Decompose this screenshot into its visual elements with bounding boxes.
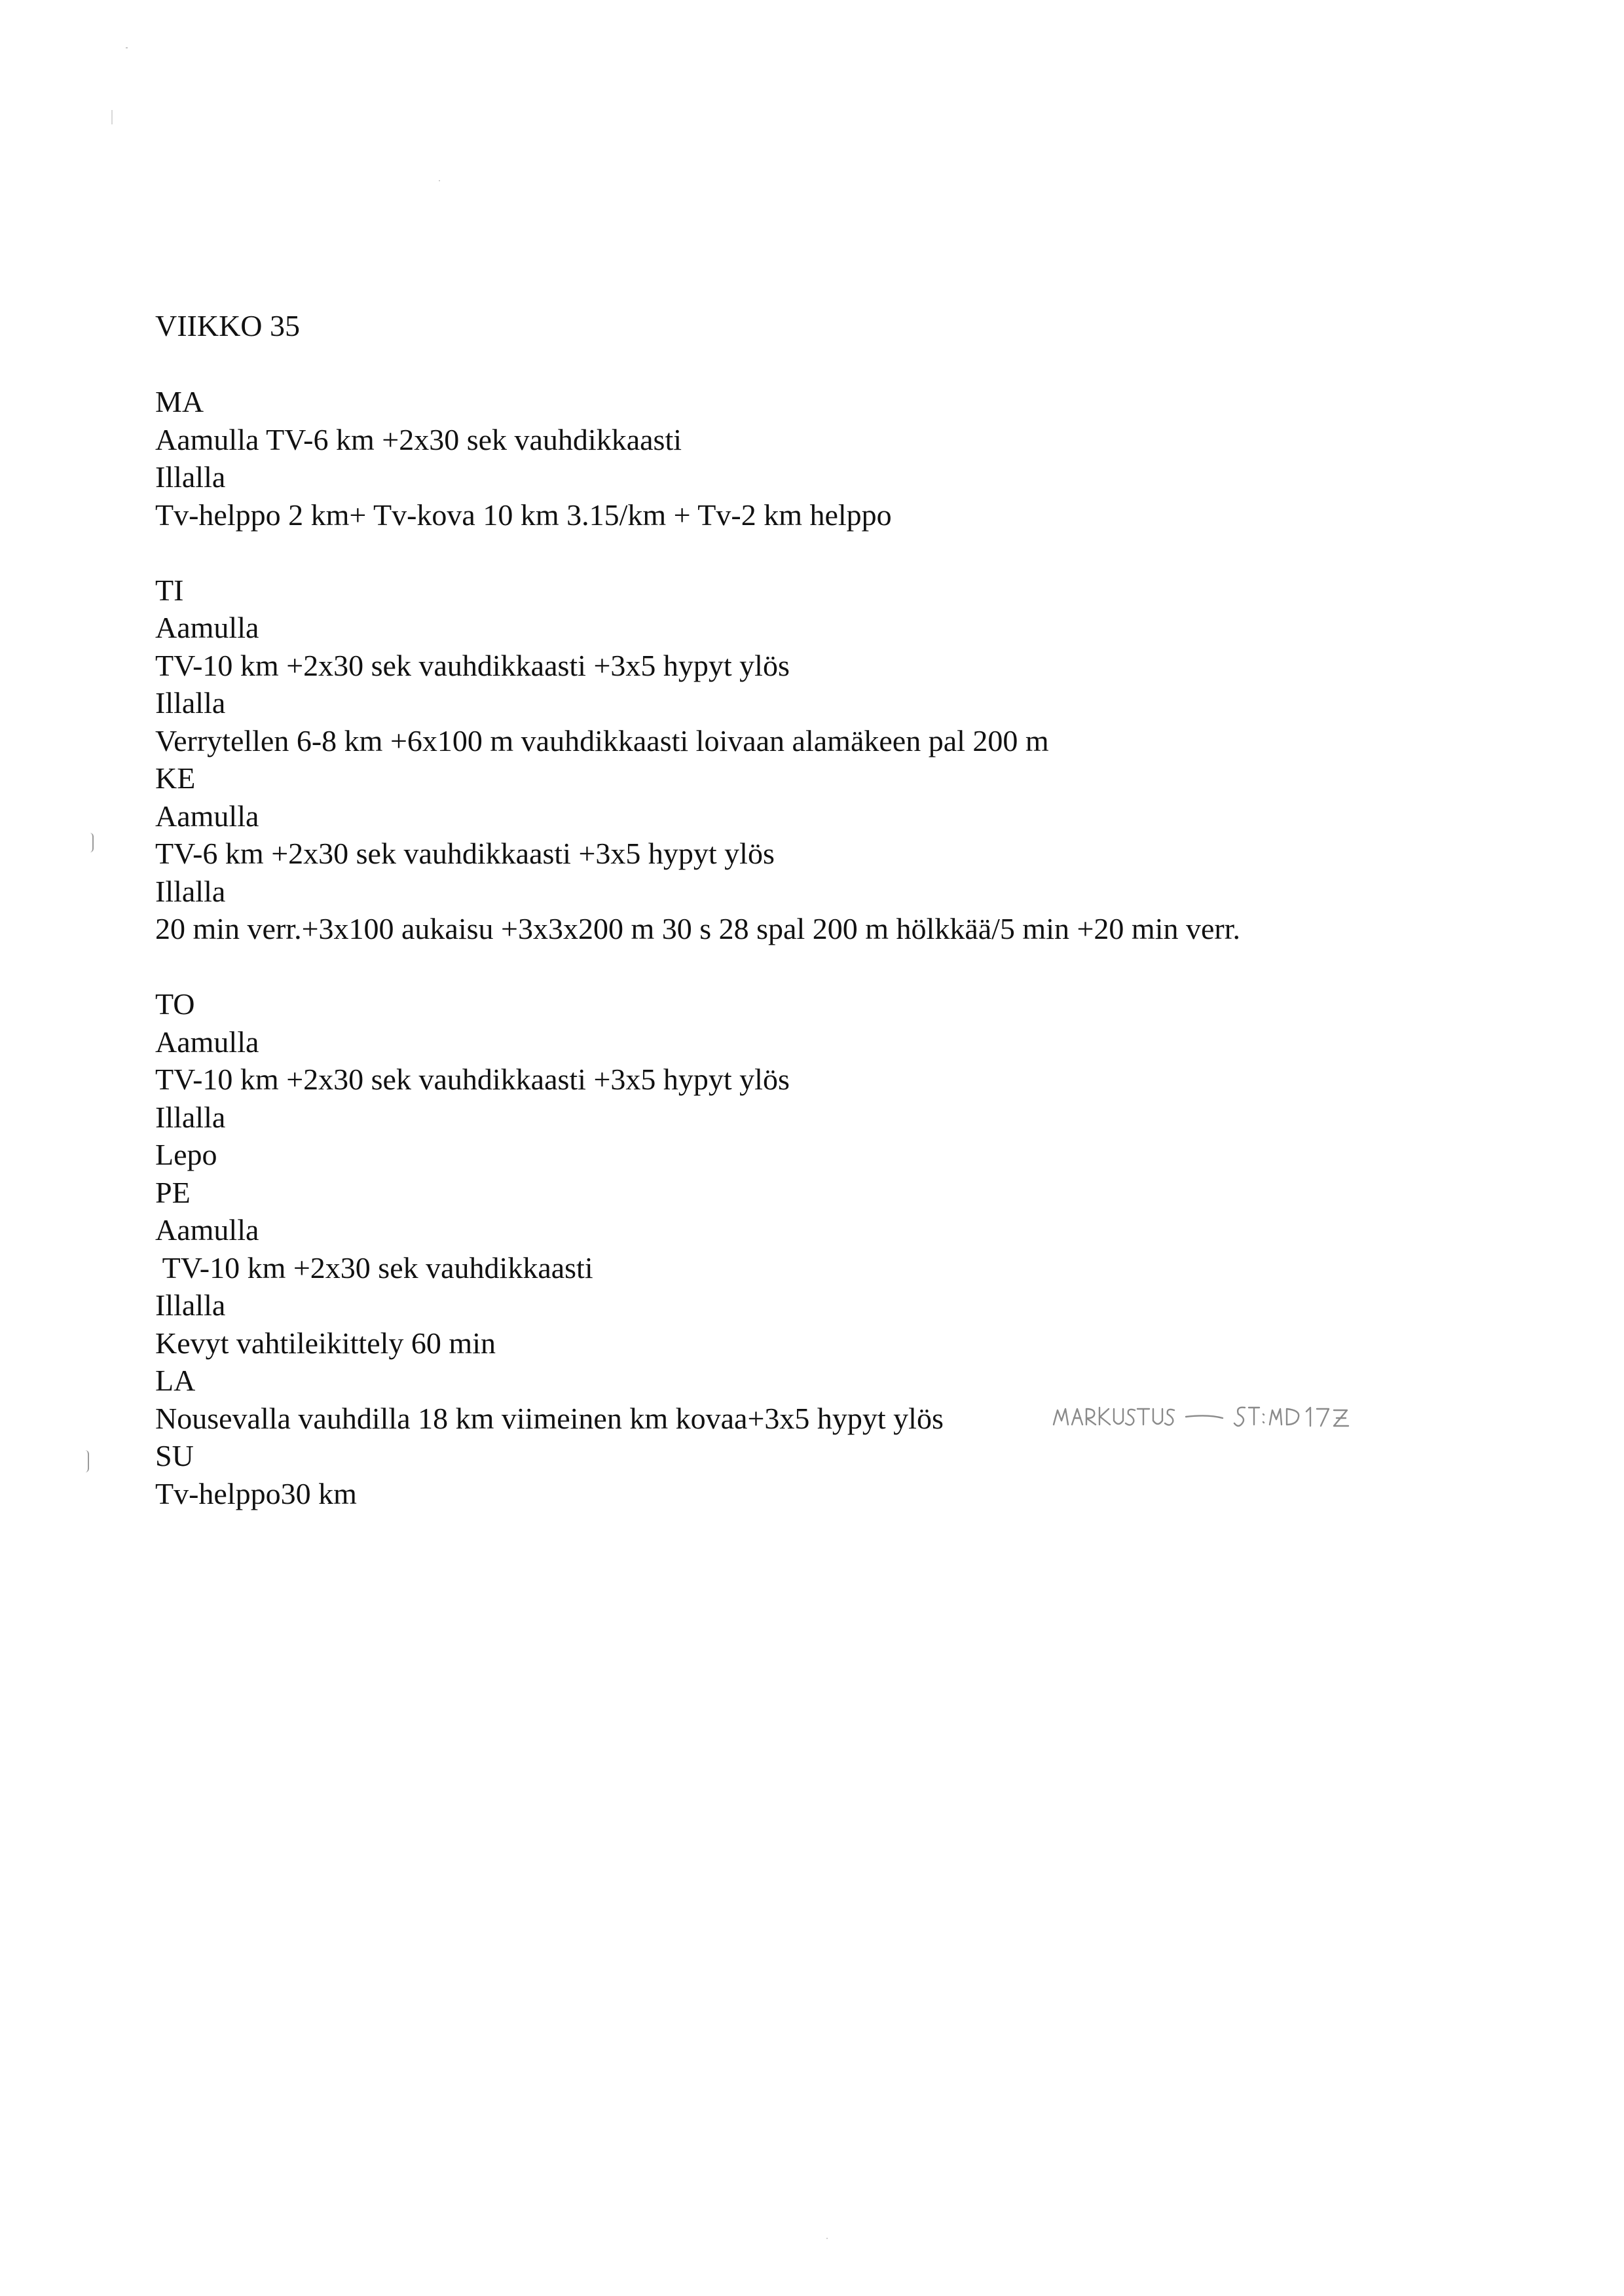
- schedule-line: Nousevalla vauhdilla 18 km viimeinen km kovaa+3x5 hypyt ylös: [155, 1401, 944, 1435]
- document-title: VIIKKO 35: [155, 309, 301, 342]
- day-heading: LA: [155, 1364, 196, 1397]
- scan-speck: [126, 47, 128, 48]
- day-heading: TO: [155, 987, 195, 1021]
- day-block-ma: [155, 383, 1530, 572]
- schedule-line: Illalla: [155, 1100, 226, 1134]
- schedule-line: Illalla: [155, 460, 226, 494]
- scan-speck: [439, 180, 440, 181]
- day-heading: PE: [155, 1175, 191, 1209]
- handwritten-annotation: [1051, 1388, 1418, 1434]
- schedule-line: TV-10 km +2x30 sek vauhdikkaasti +3x5 hypyt ylös: [155, 648, 790, 682]
- training-schedule: [155, 383, 1530, 1512]
- day-block-ti: [155, 572, 1530, 760]
- schedule-line: TV-10 km +2x30 sek vauhdikkaasti +3x5 hypyt ylös: [155, 1063, 790, 1096]
- schedule-line: TV-6 km +2x30 sek vauhdikkaasti +3x5 hypyt ylös: [155, 837, 775, 870]
- schedule-line: Tv-helppo30 km: [155, 1476, 357, 1510]
- schedule-line: TV-10 km +2x30 sek vauhdikkaasti: [155, 1250, 593, 1285]
- day-block-su: [155, 1437, 1530, 1512]
- day-heading: SU: [155, 1439, 194, 1472]
- scan-mark-left-2: [85, 1450, 89, 1472]
- schedule-line: Aamulla: [155, 1025, 259, 1059]
- day-heading: TI: [155, 573, 184, 607]
- scan-mark-left-1: [90, 833, 94, 852]
- schedule-line: Illalla: [155, 874, 226, 908]
- schedule-line: Aamulla: [155, 611, 259, 644]
- day-heading: MA: [155, 385, 204, 418]
- schedule-line: Aamulla: [155, 799, 259, 833]
- day-heading: KE: [155, 761, 196, 795]
- blank-line: [155, 948, 1530, 986]
- schedule-line: Tv-helppo 2 km+ Tv-kova 10 km 3.15/km + Tv-2 km helppo: [155, 498, 892, 532]
- schedule-line: Lepo: [155, 1138, 217, 1171]
- schedule-line: Kevyt vahtileikittely 60 min: [155, 1326, 496, 1360]
- day-block-to: [155, 985, 1530, 1174]
- schedule-line: Aamulla: [155, 1213, 259, 1247]
- schedule-line: 20 min verr.+3x100 aukaisu +3x3x200 m 30 s 28 spal 200 m hölkkää/5 min +20 min verr.: [155, 912, 1241, 945]
- scan-speck: [111, 110, 113, 124]
- schedule-line: Verrytellen 6-8 km +6x100 m vauhdikkaasti loivaan alamäkeen pal 200 m: [155, 723, 1049, 757]
- schedule-line: Illalla: [155, 1288, 226, 1322]
- day-block-ke: [155, 759, 1530, 985]
- schedule-line: Aamulla TV-6 km +2x30 sek vauhdikkaasti: [155, 422, 682, 456]
- schedule-line: Illalla: [155, 686, 226, 720]
- day-block-pe: [155, 1174, 1530, 1362]
- scan-speck: [826, 2238, 828, 2239]
- blank-line: [155, 534, 1530, 572]
